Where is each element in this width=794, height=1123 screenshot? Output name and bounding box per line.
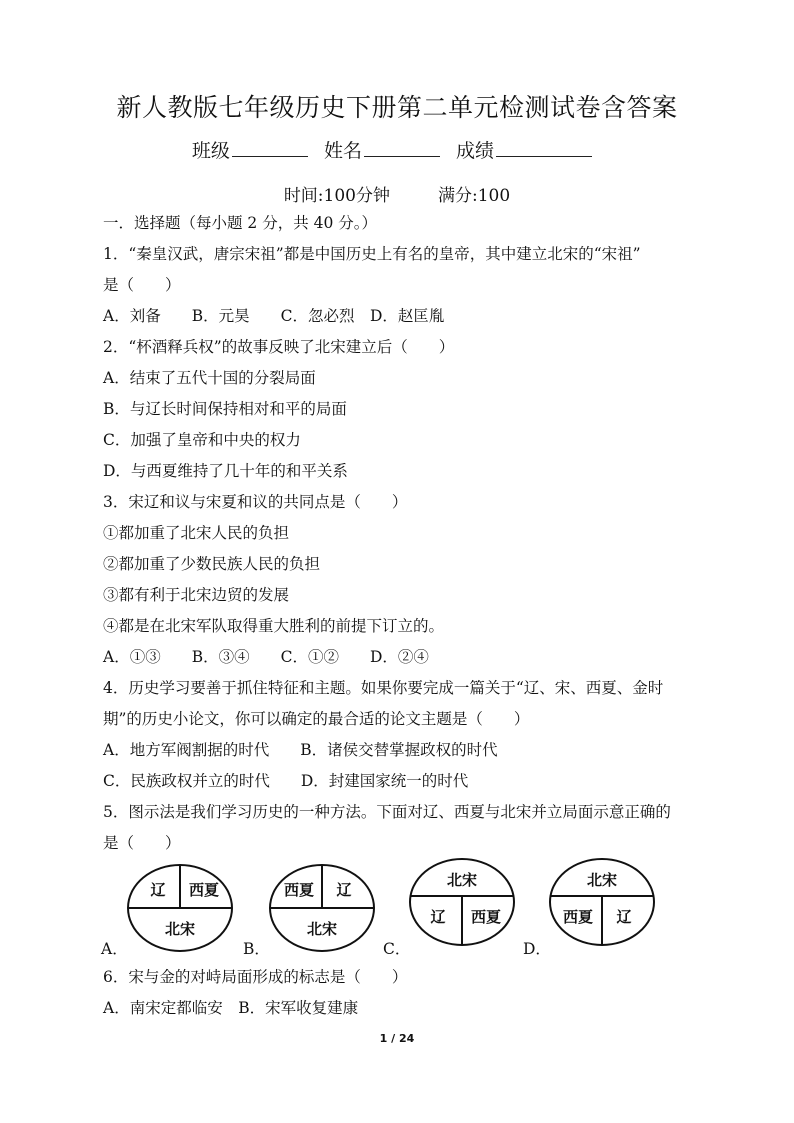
score-label: 成绩 [456, 140, 495, 162]
label-bottom: 北宋 [306, 920, 338, 938]
student-info-row [0, 136, 794, 163]
label-bottom: 北宋 [164, 920, 196, 938]
label-bottom-left: 辽 [430, 908, 446, 926]
text-line: 6．宋与金的对峙局面形成的标志是（ ） [103, 968, 408, 986]
text-line: 是（ ） [103, 834, 181, 852]
label-top-right: 西夏 [188, 881, 220, 899]
score-blank[interactable] [496, 138, 592, 157]
pie-diagram-c [407, 856, 517, 948]
text-line: A．南宋定都临安 B．宋军收复建康 [103, 999, 359, 1017]
name-label: 姓名 [323, 140, 362, 162]
text-line: ④都是在北宋军队取得重大胜利的前提下订立的。 [103, 617, 445, 635]
label-top-left: 西夏 [283, 881, 315, 899]
text-line: A．结束了五代十国的分裂局面 [103, 369, 316, 387]
name-blank[interactable] [364, 138, 440, 157]
text-line: D．与西夏维持了几十年的和平关系 [103, 462, 348, 480]
class-label: 班级 [191, 140, 230, 162]
label-bottom-right: 辽 [616, 908, 632, 926]
text-line: C．民族政权并立的时代 D．封建国家统一的时代 [103, 772, 469, 790]
text-line: ①都加重了北宋人民的负担 [103, 524, 290, 542]
text-line: 5．图示法是我们学习历史的一种方法。下面对辽、西夏与北宋并立局面示意正确的 [103, 803, 671, 821]
text-line: 1．“秦皇汉武，唐宗宋祖”都是中国历史上有名的皇帝，其中建立北宋的“宋祖” [103, 245, 641, 263]
label-bottom-left: 西夏 [562, 908, 594, 926]
text-line: A．①③ B．③④ C．①② D．②④ [103, 648, 429, 666]
pie-diagram-a [125, 862, 235, 954]
text-line: 是（ ） [103, 276, 181, 294]
time-score-line [0, 181, 794, 206]
diagram-options-row: A． 辽 西夏 北宋 B． 西夏 辽 北宋 C． 北宋 辽 西夏 D． 北宋 西夏 辽 [103, 862, 703, 962]
text-line: 一．选择题（每小题 2 分，共 40 分。） [103, 214, 378, 232]
text-line: A．刘备 B．元昊 C．忽必烈 D．赵匡胤 [103, 307, 445, 325]
text-line: ②都加重了少数民族人民的负担 [103, 555, 321, 573]
pie-diagram-b [267, 862, 377, 954]
text-line: B．与辽长时间保持相对和平的局面 [103, 400, 347, 418]
text-line: A．地方军阀割据的时代 B．诸侯交替掌握政权的时代 [103, 741, 498, 759]
pie-diagram-d [547, 856, 657, 948]
page-number: 1 / 24 [379, 1032, 415, 1045]
label-top-left: 辽 [150, 881, 166, 899]
class-blank[interactable] [232, 138, 308, 157]
exam-time: 时间:100分钟 [283, 186, 390, 206]
label-top: 北宋 [446, 871, 478, 889]
label-top-right: 辽 [336, 881, 352, 899]
text-line: 2．“杯酒释兵权”的故事反映了北宋建立后（ ） [103, 338, 455, 356]
text-line: 期”的历史小论文，你可以确定的最合适的论文主题是（ ） [103, 710, 530, 728]
text-line: 4．历史学习要善于抓住特征和主题。如果你要完成一篇关于“辽、宋、西夏、金时 [103, 679, 664, 697]
text-line: C．加强了皇帝和中央的权力 [103, 431, 301, 449]
label-bottom-right: 西夏 [470, 908, 502, 926]
full-score: 满分:100 [438, 186, 511, 206]
page-title: 新人教版七年级历史下册第二单元检测试卷含答案 [116, 93, 678, 122]
text-line: ③都有利于北宋边贸的发展 [103, 586, 290, 604]
label-top: 北宋 [586, 871, 618, 889]
text-line: 3．宋辽和议与宋夏和议的共同点是（ ） [103, 493, 408, 511]
